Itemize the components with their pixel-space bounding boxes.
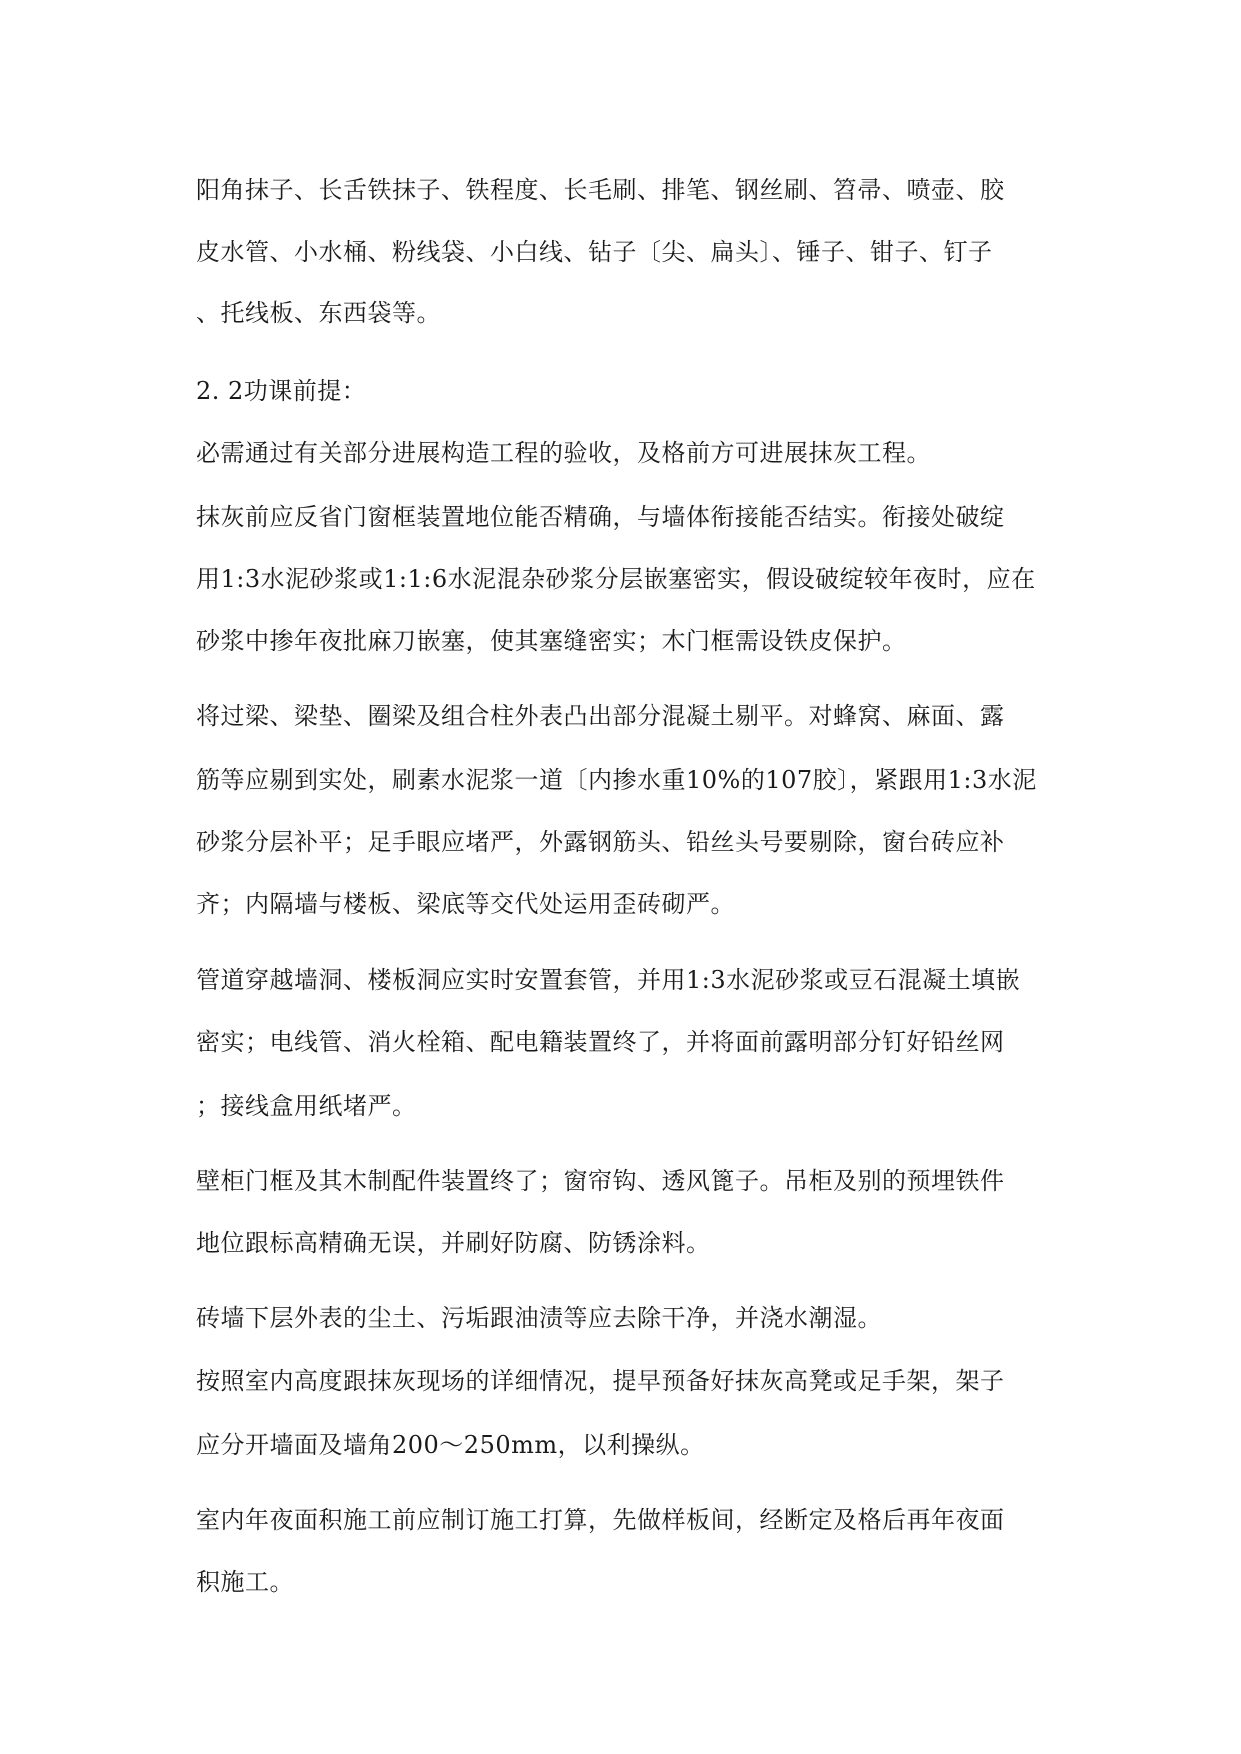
text-line: 积施工。 [196,1568,294,1596]
text-line: 阳角抹子、长舌铁抹子、铁程度、长毛刷、排笔、钢丝刷、笤帚、喷壶、胶 [196,176,1005,204]
text-line: 地位跟标高精确无误，并刷好防腐、防锈涂料。 [196,1229,711,1257]
text-line: 筋等应剔到实处，刷素水泥浆一道〔内掺水重10%的107胶〕，紧跟用1:3水泥 [196,766,1037,794]
text-line: 砂浆分层补平；足手眼应堵严，外露钢筋头、铅丝头号要剔除，窗台砖应补 [196,828,1005,856]
text-line: 齐；内隔墙与楼板、梁底等交代处运用歪砖砌严。 [196,890,735,918]
text-line: 皮水管、小水桶、粉线袋、小白线、钻子〔尖、扁头〕、锤子、钳子、钉子 [196,238,993,266]
text-line: 按照室内高度跟抹灰现场的详细情况，提早预备好抹灰高凳或足手架，架子 [196,1367,1005,1395]
text-line: 砂浆中掺年夜批麻刀嵌塞，使其塞缝密实；木门框需设铁皮保护。 [196,627,907,655]
text-line: 、托线板、东西袋等。 [196,299,441,327]
text-line: 室内年夜面积施工前应制订施工打算，先做样板间，经断定及格后再年夜面 [196,1506,1005,1534]
text-line: 用1:3水泥砂浆或1:1:6水泥混杂砂浆分层嵌塞密实，假设破绽较年夜时，应在 [196,565,1036,593]
text-line: 砖墙下层外表的尘土、污垢跟油渍等应去除干净，并浇水潮湿。 [196,1304,882,1332]
text-line: 密实；电线管、消火栓箱、配电籍装置终了，并将面前露明部分钉好铅丝网 [196,1028,1005,1056]
text-line: 应分开墙面及墙角200～250mm，以利操纵。 [196,1431,705,1459]
text-line: ；接线盒用纸堵严。 [196,1092,417,1120]
text-line: 壁柜门框及其木制配件装置终了；窗帘钩、透风篦子。吊柜及别的预埋铁件 [196,1167,1005,1195]
text-line: 必需通过有关部分进展构造工程的验收，及格前方可进展抹灰工程。 [196,439,931,467]
text-line: 将过梁、梁垫、圈梁及组合柱外表凸出部分混凝土剔平。对蜂窝、麻面、露 [196,702,1005,730]
text-line: 抹灰前应反省门窗框装置地位能否精确，与墙体衔接能否结实。衔接处破绽 [196,503,1005,531]
section-heading: 2. 2功课前提： [196,377,367,405]
text-line: 管道穿越墙洞、楼板洞应实时安置套管，并用1:3水泥砂浆或豆石混凝土填嵌 [196,966,1021,994]
